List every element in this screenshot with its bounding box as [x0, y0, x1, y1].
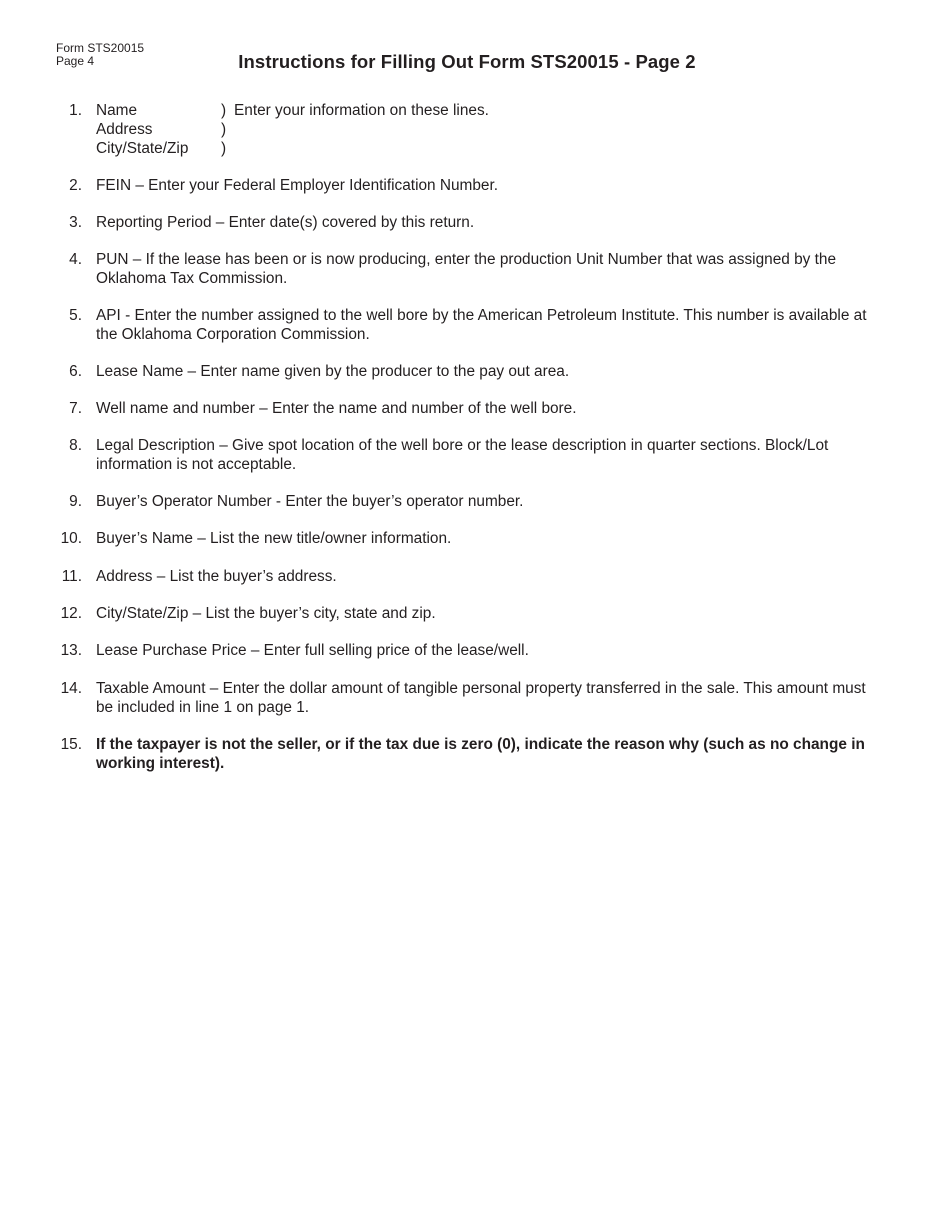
- item-number: 13.: [60, 642, 82, 659]
- form-id: Form STS20015: [56, 41, 145, 55]
- item-text: PUN – If the lease has been or is now producing, enter the production Unit Number that was assigned by the Oklahoma Tax Commission.: [96, 251, 837, 287]
- bracket: ): [221, 140, 227, 157]
- item-text: Legal Description – Give spot location of the well bore or the lease description in quarter sections. Block/Lot information is not acceptable.: [96, 437, 829, 473]
- item-number: 5.: [69, 307, 82, 324]
- item-number: 7.: [69, 400, 82, 417]
- item-text: Lease Purchase Price – Enter full selling price of the lease/well.: [96, 642, 529, 659]
- item-number: 9.: [69, 493, 82, 510]
- item-text: Address – List the buyer’s address.: [96, 568, 337, 585]
- item-number: 15.: [60, 736, 82, 753]
- item-text: Buyer’s Operator Number - Enter the buyer’s operator number.: [96, 493, 524, 510]
- item-text: API - Enter the number assigned to the well bore by the American Petroleum Institute. This number is available at the Oklahoma Corporation Commission.: [96, 307, 867, 343]
- item-text: Lease Name – Enter name given by the producer to the pay out area.: [96, 363, 570, 380]
- page-title: Instructions for Filling Out Form STS20015 - Page 2: [238, 51, 696, 72]
- item-number: 6.: [69, 363, 82, 380]
- item-text: FEIN – Enter your Federal Employer Identification Number.: [96, 177, 499, 194]
- item-text: Reporting Period – Enter date(s) covered by this return.: [96, 214, 475, 231]
- item-number: 1.: [69, 102, 82, 119]
- item-number: 3.: [69, 214, 82, 231]
- name-label: Name: [96, 102, 138, 119]
- item-number: 10.: [60, 530, 82, 547]
- item-text: Enter your information on these lines.: [234, 102, 489, 119]
- city-state-zip-row: [96, 140, 796, 159]
- name-row: [96, 102, 796, 121]
- address-row: [96, 121, 796, 140]
- bracket: ): [221, 102, 227, 119]
- bracket: ): [221, 121, 227, 138]
- page-number: Page 4: [56, 54, 95, 68]
- item-text: Well name and number – Enter the name and number of the well bore.: [96, 400, 577, 417]
- item-text: City/State/Zip – List the buyer’s city, state and zip.: [96, 605, 436, 622]
- item-text: Taxable Amount – Enter the dollar amount of tangible personal property transferred in the sale. This amount must be included in line 1 on page 1.: [96, 680, 866, 716]
- item-number: 12.: [60, 605, 82, 622]
- city-state-zip-label: City/State/Zip: [96, 140, 189, 157]
- item-number: 11.: [61, 568, 82, 585]
- item-text: Buyer’s Name – List the new title/owner information.: [96, 530, 452, 547]
- item-number: 8.: [69, 437, 82, 454]
- address-label: Address: [96, 121, 153, 138]
- item-number: 2.: [69, 177, 82, 194]
- item-number: 4.: [69, 251, 82, 268]
- item-text: If the taxpayer is not the seller, or if the tax due is zero (0), indicate the reason why (such as no change in working interest).: [96, 736, 865, 772]
- item-number: 14.: [60, 680, 82, 697]
